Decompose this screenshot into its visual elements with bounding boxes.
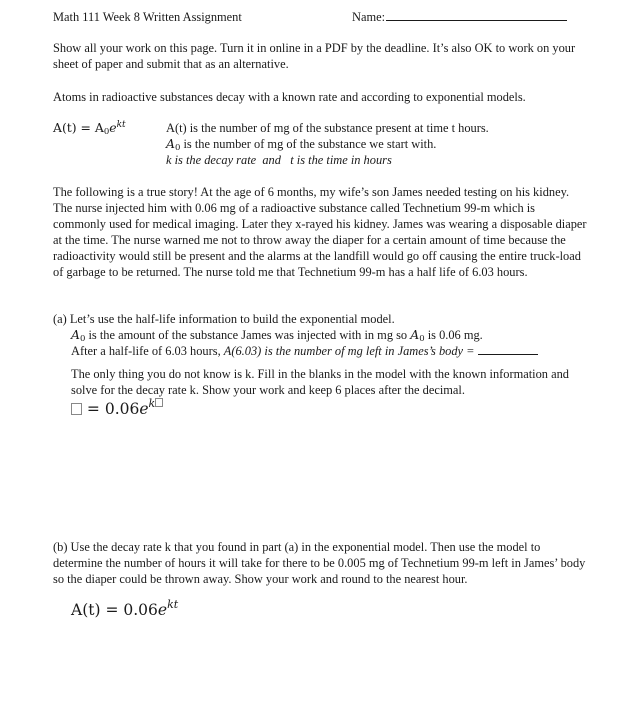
a0-symbol: A [71, 327, 80, 342]
equation-b-exp: kt [167, 598, 179, 611]
a0-value-text: is 0.06 mg. [424, 328, 483, 342]
equation-b-base: e [157, 601, 168, 619]
def-a0-symbol: A [166, 136, 175, 151]
name-blank-line[interactable] [386, 9, 567, 21]
part-a-equation [71, 398, 163, 417]
model-exponent: kt [116, 120, 126, 130]
part-b-paragraph: (b) Use the decay rate k that you found in part (a) in the exponential model. Then use the model to determine the number of hours it will take for there to be 0.005 mg of Technetium 99-m left in James’ body so the diaper could be thrown away. Show your work and round to the nearest hour. [53, 540, 586, 586]
intro-sentence: Atoms in radioactive substances decay with a known rate and according to exponential models. [53, 90, 526, 104]
model-lhs: A(t) = A [53, 120, 104, 135]
part-a-instructions: The only thing you do not know is k. Fill in the blanks in the model with the known information and solve for the decay rate k. Show your work and keep 6 places after the decimal. [71, 367, 569, 397]
part-a-half-life-line [71, 343, 586, 359]
half-life-text: After a half-life of 6.03 hours, [71, 344, 224, 358]
part-a-intro: (a) Let’s use the half-life information to build the exponential model. [53, 312, 395, 326]
part-b-equation [71, 598, 179, 619]
half-life-question: (6.03) is the number of mg left in James’s body = [231, 344, 478, 358]
def-a0-sub: 0 [174, 143, 181, 153]
story-paragraph: The following is a true story! At the age of 6 months, my wife’s son James needed testing on his kidney. The nurse injected him with 0.06 mg of a radioactive substance called Technetium 99-m which is commonly used for medical imaging. Later they x-rayed his kidney. James was wearing a disposable diaper at the time. The nurse warned me not to throw away the diaper for a certain amount of time because the radioactivity would still be present and the alarms at the landfill would go off causing the entire truck-load of garbage to be returned. The nurse told me that Technetium 99-m has a half life of 6.03 hours. [53, 185, 587, 279]
a0-sub: 0 [79, 334, 86, 344]
equation-a-base: e [139, 400, 149, 418]
def-k-text: k is the decay rate [166, 153, 257, 167]
definition-a0 [166, 136, 586, 152]
definition-k-t [166, 152, 586, 168]
model-formula [53, 120, 126, 136]
equation-a-exp: k [148, 397, 156, 410]
a0-sub-2: 0 [419, 334, 425, 344]
a0-symbol-2: A [410, 327, 420, 342]
assignment-title: Math 111 Week 8 Written Assignment [53, 10, 242, 24]
model-sub0: 0 [103, 127, 110, 137]
left-blank-box[interactable] [71, 403, 82, 415]
exponent-blank-box[interactable] [155, 398, 163, 407]
instructions-paragraph: Show all your work on this page. Turn it in online in a PDF by the deadline. It’s also OK to work on your sheet of paper and submit that as an alternative. [53, 41, 576, 71]
def-and: and [262, 153, 281, 167]
model-base: e [109, 120, 117, 135]
a0-text: is the amount of the substance James was injected with in mg so [85, 328, 411, 342]
definition-a-of-t: A(t) is the number of mg of the substance present at time t hours. [166, 121, 489, 135]
name-field[interactable] [352, 9, 567, 25]
part-a-a0-line [71, 327, 586, 343]
def-t-text: t is the time in hours [290, 153, 392, 167]
model-definitions [166, 120, 586, 168]
half-life-a-symbol: A [223, 344, 232, 358]
def-a0-text: is the number of mg of the substance we start with. [180, 137, 437, 151]
name-label: Name: [352, 10, 386, 24]
half-life-answer-blank[interactable] [478, 343, 538, 355]
equation-a-rhs: = 0.06 [82, 400, 140, 418]
equation-b-lhs: A(t) = 0.06 [71, 601, 158, 619]
